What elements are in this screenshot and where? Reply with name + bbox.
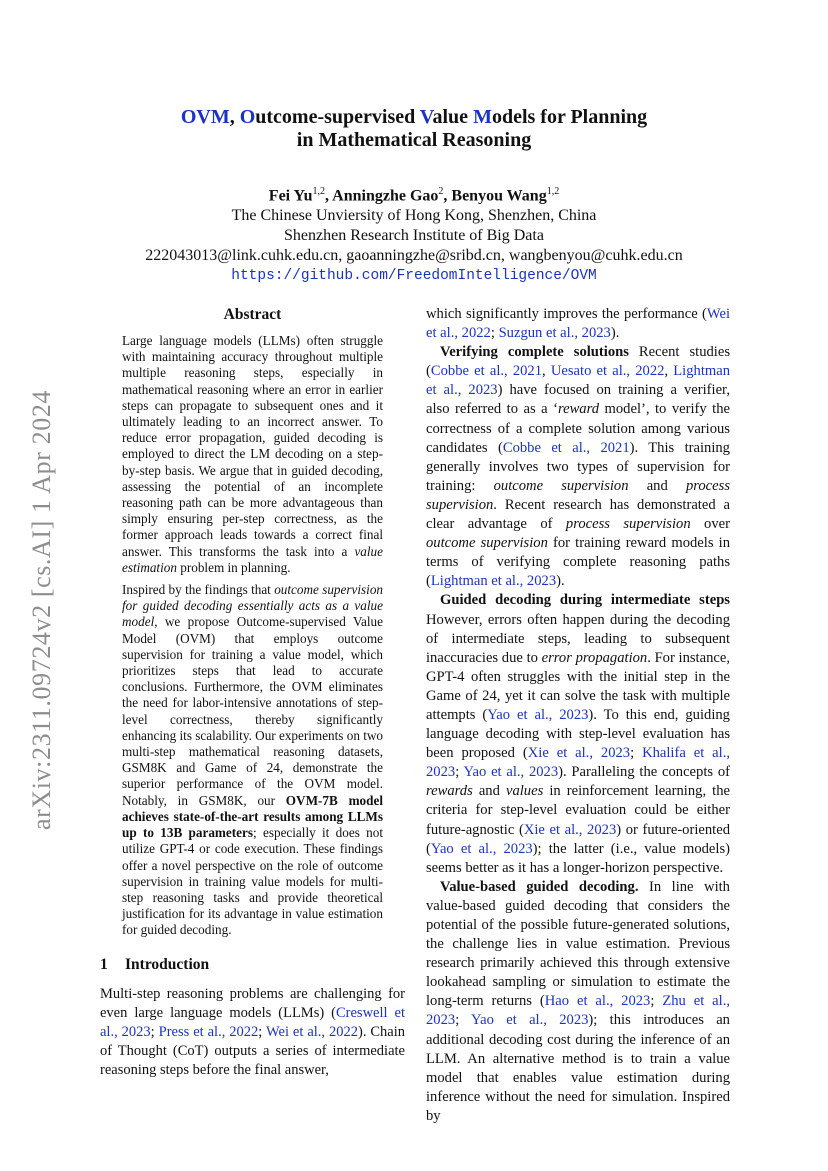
author-1-affil: 1,2 bbox=[312, 186, 326, 197]
text: ). To this end, guiding language decoding with step-level evaluation has been proposed ( bbox=[426, 706, 730, 762]
emphasis: outcome supervision bbox=[493, 477, 629, 494]
emphasis: reward bbox=[557, 401, 600, 418]
text: . For instance, GPT-4 often struggles with the initial step in the Game of 24, yet it can solve the task with multiple attempts ( bbox=[426, 649, 730, 723]
text: model’, to verify the correctness of a complete solution among various candidates ( bbox=[426, 401, 730, 456]
abstract-section bbox=[100, 305, 405, 939]
text: ). bbox=[556, 573, 565, 590]
author-1: Fei Yu bbox=[268, 187, 313, 205]
text: , bbox=[542, 363, 551, 380]
text: ; bbox=[490, 325, 499, 342]
citation-link[interactable]: Cobbe et al., 2021 bbox=[502, 439, 630, 456]
text: ; bbox=[630, 745, 643, 762]
text: which significantly improves the performance ( bbox=[426, 306, 707, 322]
citation-link[interactable]: Lightman et al., 2023 bbox=[426, 363, 731, 399]
author-3: Benyou Wang bbox=[451, 187, 547, 205]
emphasis: process supervision bbox=[565, 516, 691, 533]
emphasis: outcome supervision for guided decoding essentially acts as a value model bbox=[122, 582, 384, 630]
citation-link[interactable]: Yao et al., 2023 bbox=[487, 706, 589, 723]
paragraph-value-based-decoding bbox=[426, 878, 730, 1126]
text: , bbox=[664, 363, 674, 380]
emphasis: rewards bbox=[426, 783, 473, 800]
left-column bbox=[100, 305, 405, 1080]
citation-link[interactable]: Xie et al., 2023 bbox=[527, 745, 631, 762]
emphasis: error propagation bbox=[541, 649, 648, 666]
author-3-affil: 1,2 bbox=[546, 186, 560, 197]
citation-link[interactable]: Hao et al., 2023 bbox=[544, 993, 651, 1010]
text: , we propose Outcome-supervised Value Model (OVM) that employs outcome supervision for training a value model, which prioritizes steps that lead to accurate conclusions. Furthermore, the OVM eliminates the need for labor-intensive annotations of step-level correctness, thereby significantly enhancing its scalability. Our experiments on two multi-step mathematical reasoning datasets, GSM8K and Game of 24, demonstrate the superior performance of the OVM model. Notably, in GSM8K, our bbox=[122, 614, 383, 808]
title-text: alue bbox=[432, 106, 474, 128]
citation-link[interactable]: Khalifa et al., 2023 bbox=[426, 745, 730, 781]
citation-link[interactable]: Suzgun et al., 2023 bbox=[498, 325, 611, 342]
emphasis: process supervision bbox=[426, 477, 730, 513]
continued-paragraph bbox=[426, 305, 730, 343]
text: ) or future-oriented ( bbox=[426, 821, 730, 857]
citation-link[interactable]: Wei et al., 2022 bbox=[265, 1023, 358, 1040]
abstract-paragraph-2 bbox=[100, 582, 405, 938]
author-2: Anningzhe Gao bbox=[332, 187, 439, 205]
title-line-1 bbox=[181, 106, 647, 128]
affiliation-1: The Chinese Unviersity of Hong Kong, Shenzhen, China bbox=[231, 207, 597, 225]
intro-paragraph-1 bbox=[100, 985, 405, 1080]
text: and bbox=[472, 783, 506, 800]
text: for training reward models in terms of verifying complete reasoning paths ( bbox=[426, 535, 730, 590]
paper-header bbox=[100, 106, 728, 286]
text: ). bbox=[610, 325, 620, 342]
text: . Recent research has demonstrated a clear advantage of bbox=[426, 496, 730, 533]
text: in reinforcement learning, the criteria for step-level evaluation could be either future-agnostic ( bbox=[426, 783, 730, 838]
text: However, errors often happen during the decoding of intermediate steps, leading to subsequent inaccuracies due to bbox=[426, 611, 730, 666]
text: Inspired by the findings that bbox=[122, 582, 275, 598]
text: ; especially it does not utilize GPT-4 or code execution. These findings offer a novel perspective on the role of outcome supervision in training value models for multi-step reasoning tasks and provide theoretical justification for its advantage in value estimation for guided decoding. bbox=[122, 825, 383, 938]
title-acronym-letter: OVM bbox=[180, 106, 230, 128]
citation-link[interactable]: Creswell et al., 2023 bbox=[100, 1004, 405, 1040]
author-names: Fei Yu$^{1,2}$, Anningzhe Gao$^2$, Benyou Wang$^{1,2}$ bbox=[268, 186, 560, 205]
title-acronym-letter: V bbox=[419, 106, 433, 128]
text: and bbox=[628, 477, 686, 494]
text: Multi-step reasoning problems are challenging for even large language models (LLMs) ( bbox=[100, 985, 405, 1021]
abstract-paragraph-1 bbox=[100, 333, 405, 576]
text: ; bbox=[258, 1023, 266, 1040]
emphasis: value estimation bbox=[122, 543, 383, 575]
title-text: , bbox=[229, 106, 240, 128]
text: ; bbox=[150, 1023, 159, 1040]
text: ); this introduces an additional decoding cost during the inference of an LLM. An alternative method is to train a value model that enables value estimation during inference without the need for simulation. Inspired by bbox=[426, 1012, 730, 1124]
citation-link[interactable]: Xie et al., 2023 bbox=[523, 821, 617, 838]
text: problem in planning. bbox=[176, 559, 291, 575]
paragraph-heading: Verifying complete solutions bbox=[440, 344, 629, 361]
title-text: odels for Planning bbox=[491, 106, 648, 128]
title-text: utcome-supervised bbox=[255, 106, 420, 128]
author-emails: 222043013@link.cuhk.edu.cn, gaoanningzhe@sribd.cn, wangbenyou@cuhk.edu.cn bbox=[145, 247, 683, 265]
citation-link[interactable]: Yao et al., 2023 bbox=[471, 1012, 589, 1029]
citation-link[interactable]: Wei et al., 2022 bbox=[426, 306, 730, 342]
emphasis: outcome supervision bbox=[426, 535, 548, 552]
text: ); the latter (i.e., value models) seems better as it has a longer-horizon perspective. bbox=[426, 840, 730, 876]
paragraph-heading: Guided decoding during intermediate steps bbox=[440, 592, 730, 609]
citation-link[interactable]: Lightman et al., 2023 bbox=[430, 573, 557, 590]
citation-link[interactable]: Cobbe et al., 2021 bbox=[430, 363, 543, 380]
right-column bbox=[426, 305, 730, 1126]
text: over bbox=[690, 516, 730, 533]
text: In line with value-based guided decoding that considers the potential of the possible future-generated solutions, the challenge lies in value estimation. Previous research primarily achieved this through extensive lookahead sampling or simulation to estimate the long-term returns ( bbox=[426, 878, 730, 1010]
emphasis: values bbox=[505, 783, 544, 800]
citation-link[interactable]: Yao et al., 2023 bbox=[430, 840, 533, 857]
citation-link[interactable]: Zhu et al., 2023 bbox=[426, 993, 730, 1029]
text: ; bbox=[455, 764, 464, 781]
section-number: 1 bbox=[100, 955, 108, 973]
citation-link[interactable]: Uesato et al., 2022 bbox=[550, 363, 665, 380]
paragraph-verifying-solutions bbox=[426, 343, 730, 591]
title-line-2: in Mathematical Reasoning bbox=[296, 129, 532, 151]
text: ). This training generally involves two types of supervision for training: bbox=[426, 439, 730, 494]
text: ). Chain of Thought (CoT) outputs a series of intermediate reasoning steps before the final answer, bbox=[100, 1023, 406, 1078]
paragraph-heading: Value-based guided decoding. bbox=[440, 878, 639, 895]
arxiv-watermark bbox=[22, 380, 62, 840]
abstract-heading: Abstract bbox=[223, 306, 282, 323]
text: ; bbox=[650, 993, 663, 1010]
paragraph-guided-decoding bbox=[426, 591, 730, 877]
text: ; bbox=[455, 1012, 472, 1029]
section-heading-introduction bbox=[100, 955, 405, 975]
arxiv-identifier: arXiv:2311.09724v2 [cs.AI] 1 Apr 2024 bbox=[27, 389, 56, 831]
author-block bbox=[100, 182, 728, 286]
text: ) have focused on training a verifier, also referred to as a ‘ bbox=[426, 382, 730, 418]
author-2-affil: 2 bbox=[438, 186, 444, 197]
text: Large language models (LLMs) often struggle with maintaining accuracy throughout multiple multiple reasoning steps, especially in mathematical reasoning where an error in earlier steps can propagate to subsequent ones and it ultimately leading to an incorrect answer. To reduce error propagation, guided decoding is employed to direct the LM decoding on a step-by-step basis. We argue that in guided decoding, assessing the potential of an incomplete reasoning path can be more advantageous than simply ensuring per-step correctness, as the former approach leads towards a correct final answer. This transforms the task into a bbox=[122, 333, 383, 559]
bold-claim: OVM-7B model achieves state-of-the-art results among LLMs up to 13B parameters bbox=[122, 792, 383, 841]
text: Recent studies ( bbox=[426, 344, 730, 380]
text: ). Paralleling the concepts of bbox=[558, 764, 730, 781]
title-acronym-letter: M bbox=[473, 106, 492, 128]
github-link[interactable]: https://github.com/FreedomIntelligence/OVM bbox=[231, 268, 597, 285]
citation-link[interactable]: Press et al., 2022 bbox=[158, 1023, 259, 1040]
paper-title bbox=[100, 106, 728, 152]
affiliation-2: Shenzhen Research Institute of Big Data bbox=[284, 227, 544, 245]
section-title: Introduction bbox=[125, 955, 210, 973]
title-acronym-letter: O bbox=[239, 106, 256, 128]
citation-link[interactable]: Yao et al., 2023 bbox=[463, 764, 559, 781]
